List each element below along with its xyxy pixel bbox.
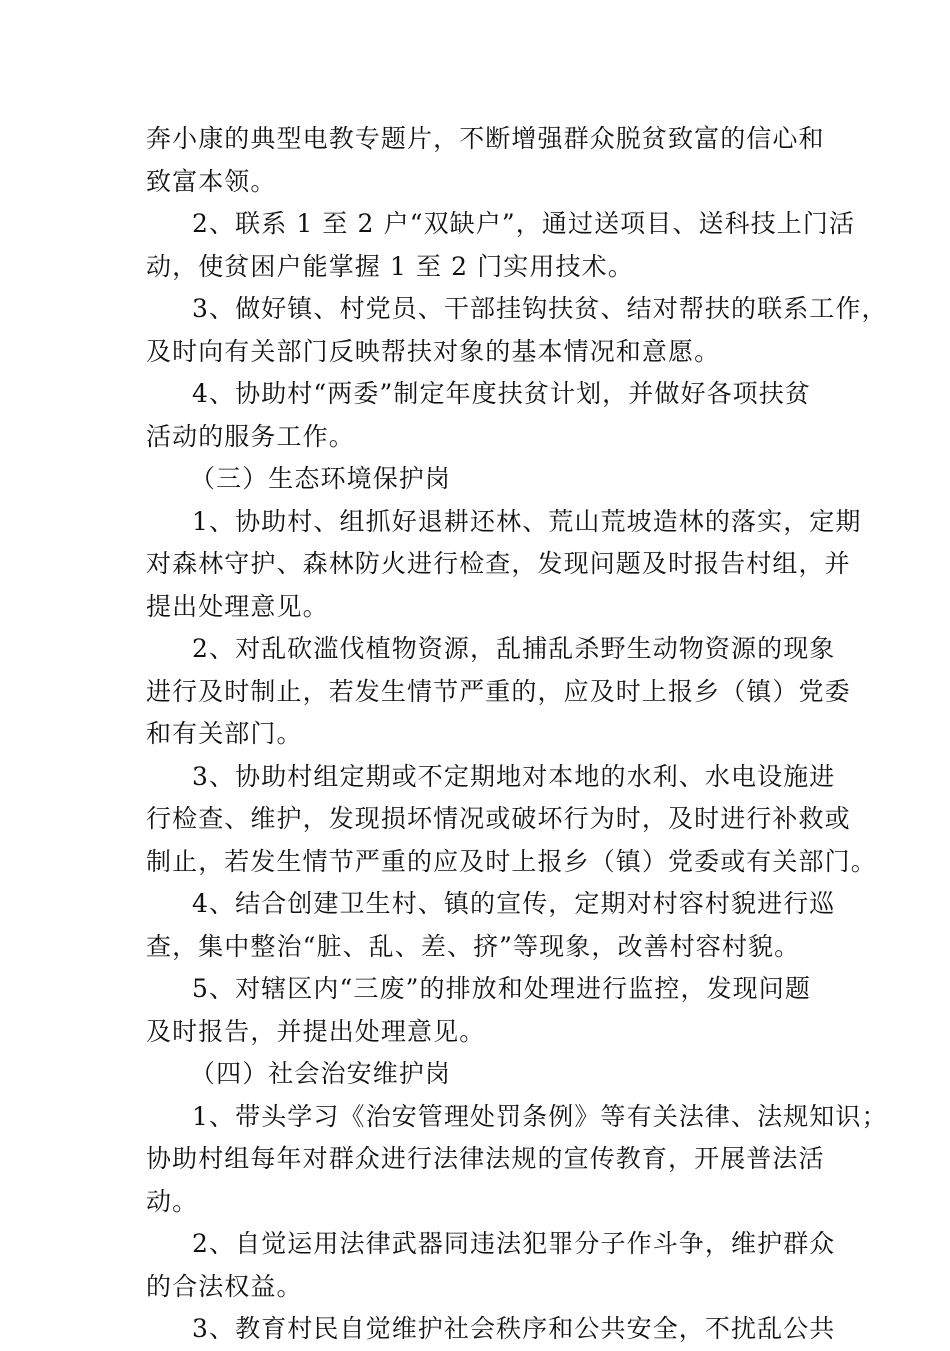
paragraph-first-line: 2、联系 1 至 2 户“双缺户”，通过送项目、送科技上门活 [192,209,856,238]
paragraph-first-line: 1、协助村、组抓好退耕还林、荒山荒坡造林的落实，定期 [192,506,862,536]
paragraph-line: 及时向有关部门反映帮扶对象的基本情况和意愿。 [146,336,721,366]
paragraph-line: 的合法权益。 [146,1271,303,1301]
paragraph-line: 及时报告，并提出处理意见。 [146,1016,486,1046]
paragraph-line: 提出处理意见。 [146,591,329,621]
paragraph-line: 和有关部门。 [146,719,303,748]
paragraph-line: 动，使贫困户能掌握 1 至 2 门实用技术。 [146,251,634,281]
paragraph-line: 奔小康的典型电教专题片，不断增强群众脱贫致富的信心和 [146,124,825,153]
paragraph-first-line: 2、对乱砍滥伐植物资源，乱捕乱杀野生动物资源的现象 [192,634,836,663]
paragraph-first-line: 3、教育村民自觉维护社会秩序和公共安全，不扰乱公共 [192,1314,836,1343]
paragraph-first-line: 3、协助村组定期或不定期地对本地的水利、水电设施进 [192,761,836,791]
paragraph-line: 进行及时制止，若发生情节严重的，应及时上报乡（镇）党委 [146,676,851,706]
paragraph-first-line: 4、结合创建卫生村、镇的宣传，定期对村容村貌进行巡 [192,889,836,918]
paragraph-line: 动。 [146,1186,199,1216]
paragraph-first-line: 1、带头学习《治安管理处罚条例》等有关法律、法规知识； [192,1101,888,1131]
paragraph-line: 查，集中整治“脏、乱、差、挤”等现象，改善村容村貌。 [146,931,801,961]
paragraph-line: 对森林守护、森林防火进行检查，发现问题及时报告村组，并 [146,549,851,578]
paragraph-line: 行检查、维护，发现损坏情况或破坏行为时，及时进行补救或 [146,804,851,833]
paragraph-line: 协助村组每年对群众进行法律法规的宣传教育，开展普法活 [146,1144,825,1173]
section-heading: （三）生态环境保护岗 [190,464,452,493]
paragraph-line: 活动的服务工作。 [146,421,355,451]
paragraph-first-line: 4、协助村“两委”制定年度扶贫计划，并做好各项扶贫 [192,379,811,408]
document-body [146,118,888,1351]
paragraph-first-line: 3、做好镇、村党员、干部挂钩扶贫、结对帮扶的联系工作， [192,294,888,323]
paragraph-first-line: 5、对辖区内“三废”的排放和处理进行监控，发现问题 [192,974,811,1003]
paragraph-line: 制止，若发生情节严重的应及时上报乡（镇）党委或有关部门。 [146,846,877,876]
section-heading: （四）社会治安维护岗 [190,1059,452,1088]
paragraph-first-line: 2、自觉运用法律武器同违法犯罪分子作斗争，维护群众 [192,1229,836,1258]
paragraph-line: 致富本领。 [146,166,277,196]
